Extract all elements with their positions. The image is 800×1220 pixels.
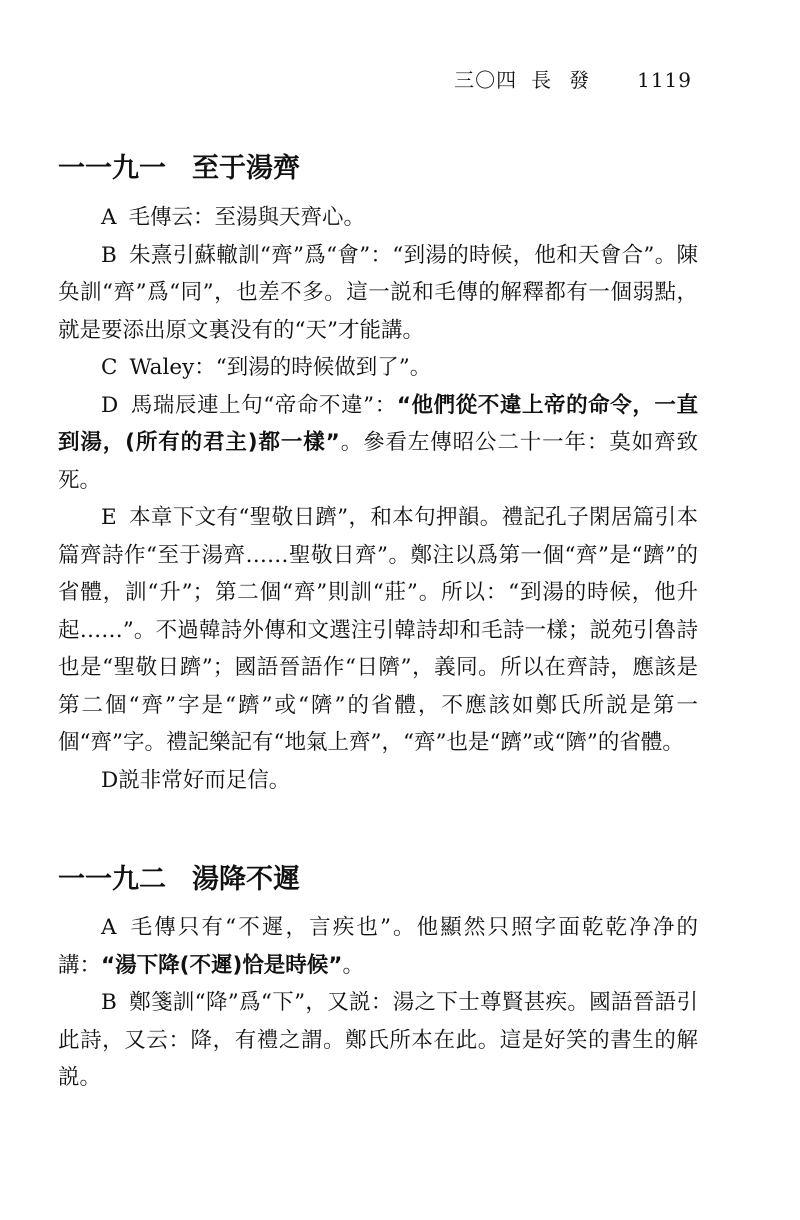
paragraph-text: D説非常好而足信。 [101,767,291,793]
paragraph-text: 毛傳只有“不遲，言疾也”。他顯然只照字面乾乾净净的講： [58,915,698,978]
paragraph [58,387,698,500]
bold-quotation: “湯下降(不遲)恰是時候” [101,952,343,978]
paragraph-label: B [101,242,117,268]
paragraph [58,909,698,984]
page-number: 1119 [637,68,692,92]
paragraph-text: Waley：“到湯的時候做到了”。 [129,355,432,380]
section-number: 一一九一 [58,153,166,184]
paragraph-label: A [101,205,117,230]
section-body-1191 [58,199,698,799]
paragraph-text: 鄭箋訓“降”爲“下”，又説：湯之下士尊賢甚疾。國語晉語引此詩，又云：降，有禮之謂。鄭氏所本在此。這是好笑的書生的解説。 [58,990,698,1090]
paragraph [58,499,698,762]
paragraph-label: B [101,990,117,1015]
running-head-title: 長發 [531,68,608,92]
section-heading-1191 [58,146,300,185]
section-title: 湯降不遲 [192,864,300,895]
section-number: 一一九二 [58,864,166,895]
paragraph [58,762,698,800]
paragraph-label: E [101,505,117,530]
bold-quotation: “他們從不違上帝的命令，一直到湯，(所有的君主)都一樣” [58,392,698,455]
paragraph-text: 。參看左傳昭公二十一年：莫如齊致死。 [58,430,698,493]
paragraph-label: C [101,355,118,380]
paragraph-text: 本章下文有“聖敬日躋”，和本句押韻。禮記孔子閑居篇引本篇齊詩作“至于湯齊……聖敬日齊”。鄭注以爲第一個“齊”是“躋”的省體，訓“升”；第二個“齊”則訓“莊”。所以：“到湯的時候，他升起……”。不過韓詩外傳和文選注引韓詩却和毛詩一樣；説苑引魯詩也是“聖敬日躋”；國語晉語作“日隮”，義同。所以在齊詩，應該是第二個“齊”字是“躋”或“隮”的省體，不應該如鄭氏所説是第一個“齊”字。禮記樂記有“地氣上齊”，“齊”也是“躋”或“隮”的省體。 [58,505,698,755]
running-head-section: 三〇四 [454,68,518,92]
paragraph-label: D [101,392,119,418]
section-body-1192 [58,909,698,1097]
section-title: 至于湯齊 [192,153,300,184]
running-head [454,64,692,93]
paragraph-text: 毛傳云：至湯與天齊心。 [128,205,366,230]
paragraph [58,199,698,237]
paragraph-text: 。 [342,952,364,978]
paragraph-text: 馬瑞辰連上句“帝命不違”： [130,392,397,418]
section-heading-1192 [58,857,300,896]
paragraph-label: A [101,915,117,940]
paragraph [58,237,698,350]
paragraph [58,984,698,1097]
paragraph [58,349,698,387]
paragraph-text: 朱熹引蘇轍訓“齊”爲“會”：“到湯的時候，他和天會合”。陳奂訓“齊”爲“同”，也差不多。這一説和毛傳的解釋都有一個弱點，就是要添出原文裏没有的“天”才能講。 [58,242,698,343]
